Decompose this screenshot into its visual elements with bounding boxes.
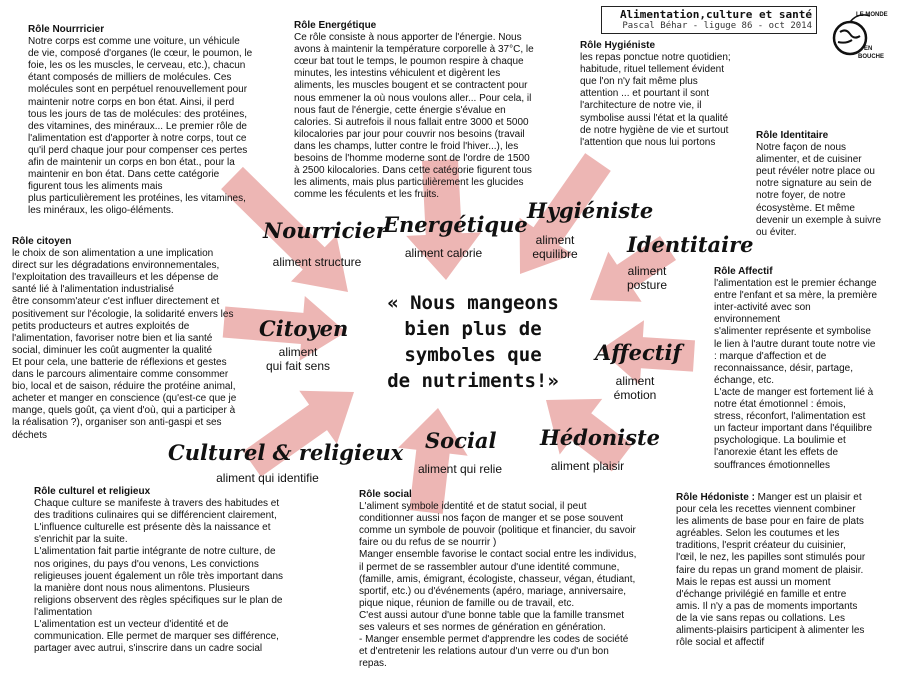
role-identitaire-subtitle: aliment posture: [626, 264, 668, 292]
role-hygieniste-heading: Rôle Hygiéniste: [580, 40, 656, 51]
role-identitaire-label: Identitaire: [627, 232, 754, 257]
role-nourricier-block: [28, 24, 290, 218]
role-energetique-label: Energétique: [383, 212, 528, 237]
role-affectif-block: [714, 266, 904, 472]
role-culturel-label: Culturel & religieux: [168, 440, 404, 465]
svg-text:BOUCHE: BOUCHE: [858, 54, 885, 60]
role-citoyen-label: Citoyen: [259, 316, 349, 341]
role-energetique-subtitle: aliment calorie: [404, 246, 483, 260]
role-energetique-block: [294, 20, 572, 201]
role-hygieniste-subtitle: aliment equilibre: [532, 233, 578, 261]
role-nourricier-text: Notre corps est comme une voiture, un véhicule de vie, composé d'organes (le cœur, le poumon, le foie, les os les muscles, le cerveau, etc.), chacun étant composés de milliers de molécules. Ces molécules sont en perpétuel renouvellement pour maintenir notre corps en bon état. Ainsi, il perd tous les jours de tas de molécules: des protéines, des vitamines, des minéraux... Le premier rôle de l'alimentation est d'apporter à notre corps, tout ce qu'il perd chaque jour pour compenser ces pertes afin de maintenir un corps en bon état., pour la maintenir en bon état. Dans cette catégorie figurent tous les aliments mais plus particulièrement les protéines, les vitamines, les minéraux, les oligo-éléments.: [28, 36, 253, 217]
role-social-heading: Rôle social: [359, 489, 412, 500]
role-culturel-block: [34, 486, 344, 655]
role-nourricier-subtitle: aliment structure: [272, 255, 362, 269]
role-hedoniste-block: [676, 492, 902, 649]
role-hedoniste-heading: Rôle Hédoniste :: [676, 492, 755, 503]
role-culturel-subtitle: aliment qui identifie: [216, 471, 319, 485]
role-identitaire-text: Notre façon de nous alimenter, et de cuisiner peut révéler notre place ou notre signature au sein de notre foyer, de notre écosystème. Et même devenir un exemple à suivre ou éviter.: [756, 142, 882, 238]
role-hedoniste-subtitle: aliment plaisir: [550, 459, 625, 473]
role-identitaire-block: [756, 130, 896, 239]
role-citoyen-subtitle: aliment qui fait sens: [265, 345, 331, 373]
poster-title: Alimentation,culture et santé: [619, 8, 812, 21]
role-affectif-heading: Rôle Affectif: [714, 266, 773, 277]
role-affectif-subtitle: aliment émotion: [613, 374, 657, 402]
title-box: [601, 6, 817, 34]
svg-text:EN: EN: [864, 46, 873, 52]
role-hedoniste-text: [676, 492, 902, 649]
globe-icon: [834, 22, 866, 54]
le-monde-en-bouche-logo: [828, 8, 888, 60]
role-hedoniste-body: Manger est un plaisir et pour cela les recettes viennent combiner les aliments de base pour en faire de plats agréables. Selon les coutumes et les traditions, l'esprit créateur du cuisinier, l'œil, le nez, les papilles sont stimulés pour faire du repas un grand moment de plaisir. Mais le repas est aussi un moment d'échange privilégié en famille et entre amis. Il n'y a pas de moments importants de la vie sans repas ou collations. Les aliments-plaisirs participent à alimenter les rôle social et affectif: [676, 492, 866, 649]
role-affectif-text: l'alimentation est le premier échange entre l'enfant et sa mère, la première inter-activité avec son environnement s'alimenter représente et symbolise le lien à l'autre durant toute notre vie : marque d'affection et de reconnaissance, désir, partage, échange, etc. L'acte de manger est fortement lié à notre état émotionnel : émois, stress, réconfort, l'alimentation est un facteur important dans l'équilibre psychologique. La boulimie et l'anorexie étant les effets de souffrances émotionnelles: [714, 278, 878, 471]
role-nourricier-label: Nourricier: [263, 218, 387, 243]
role-culturel-heading: Rôle culturel et religieux: [34, 486, 151, 497]
role-citoyen-heading: Rôle citoyen: [12, 236, 72, 247]
center-quote: « Nous mangeons bien plus de symboles que de nutriments!»: [387, 292, 559, 392]
role-nourricier-heading: Rôle Nourrricier: [28, 24, 105, 35]
role-social-block: [359, 489, 671, 670]
role-social-subtitle: aliment qui relie: [417, 462, 503, 476]
role-hedoniste-label: Hédoniste: [540, 425, 661, 450]
role-energetique-heading: Rôle Energétique: [294, 20, 377, 31]
role-hygieniste-block: [580, 40, 760, 149]
role-culturel-text: Chaque culture se manifeste à travers des habitudes et des traditions culinaires qui se différencient clairement, L'influence culturelle est présente dès la naissance et s'enrichit par la suite. L'alimentation fait partie intégrante de notre culture, de nos origines, du pays d'ou venons, Les convictions religieuses jouent également un rôle très important dans la manière dont nous nous alimentons. Plusieurs religions observent des règles spécifiques sur le plan de l'alimentation L'alimentation est un vecteur d'identité et de communication. Elle permet de marquer ses différence, partager avec autrui, s'inscrire dans un cadre social: [34, 498, 284, 655]
poster-credit: Pascal Béhar - liguge 86 - oct 2014: [622, 21, 812, 31]
role-social-label: Social: [425, 428, 497, 453]
role-citoyen-block: [12, 236, 256, 442]
role-social-text: L'aliment symbole identité et de statut social, il peut conditionner aussi nos façon de manger et se pose souvent comme un symbole de pouvoir (politique et financier, du savoir faire ou du refus de se nourrir ) Manger ensemble favorise le contact social entre les individus, il permet de se rassembler autour d'une identité commune, (famille, amis, émigrant, écologiste, chasseur, végan, étudiant, sportif, etc.) ou d'événements (apéro, mariage, anniversaire, pique nique, réunion de famille ou de travail, etc. C'est aussi autour d'une bonne table que la famille transmet ses valeurs et ses normes de génération en génération. - Manger ensemble permet d'apprendre les codes de société et d'entretenir les relations autour d'un verre ou d'un bon repas.: [359, 501, 637, 670]
role-citoyen-text: le choix de son alimentation a une implication direct sur les dégradations environnementales, l'exploitation des travailleurs et les dépense de santé lié à l'alimentation industrialisé être consomm'ateur c'est influer directement et positivement sur l'écologie, la solidarité envers les petits producteurs et autres exploités de l'alimentation, favoriser notre bien et lia santé social, diminuer les coût augmenter la qualité Et pour cela, une batterie de réflexions et gestes dans le parcours alimentaire comme consommer bio, local et de saison, réduire the protéine animal, acheter et manger en conscience (qu'est-ce que je mange, quels goût, ça vient d'où, qui a participer à la réalisation ?), organiser son anti-gaspi et ses déchets: [12, 248, 237, 441]
role-energetique-text: Ce rôle consiste à nous apporter de l'énergie. Nous avons à maintenir la température corporelle à 37°C, le cœur bat tout le temps, le poumon respire à chaque minutes, les intestins véhiculent et digèrent les aliments, les muscles bougent et se contractent pour nous emmener la où nous voulons aller... Pour cela, il nous faut de l'énergie, cette énergie s'évalue en calories. Si autrefois il nous fallait entre 3000 et 5000 kilocalories par jour pour couvrir nos besoins (travail dans les champs, lutter contre le froid l'hiver...), les besoins de l'homme moderne sont de l'ordre de 1500 à 2500 kilocalories. Dans cette catégorie figurent tous les aliments, mais plus particulièrement les glucides comme les féculents et les fruits.: [294, 32, 534, 201]
svg-text:LE MONDE: LE MONDE: [856, 12, 888, 18]
role-affectif-label: Affectif: [595, 340, 682, 365]
role-hygieniste-text: les repas ponctue notre quotidien; habitude, rituel tellement évident que l'on n'y fait même plus attention ... et pourtant il sont l'architecture de notre vie, il symbolise aussi l'état et la qualité de notre hygiène de vie et surtout l'attention que nous lui portons: [580, 52, 731, 148]
role-identitaire-heading: Rôle Identitaire: [756, 130, 829, 141]
role-hygieniste-label: Hygiéniste: [527, 198, 654, 223]
